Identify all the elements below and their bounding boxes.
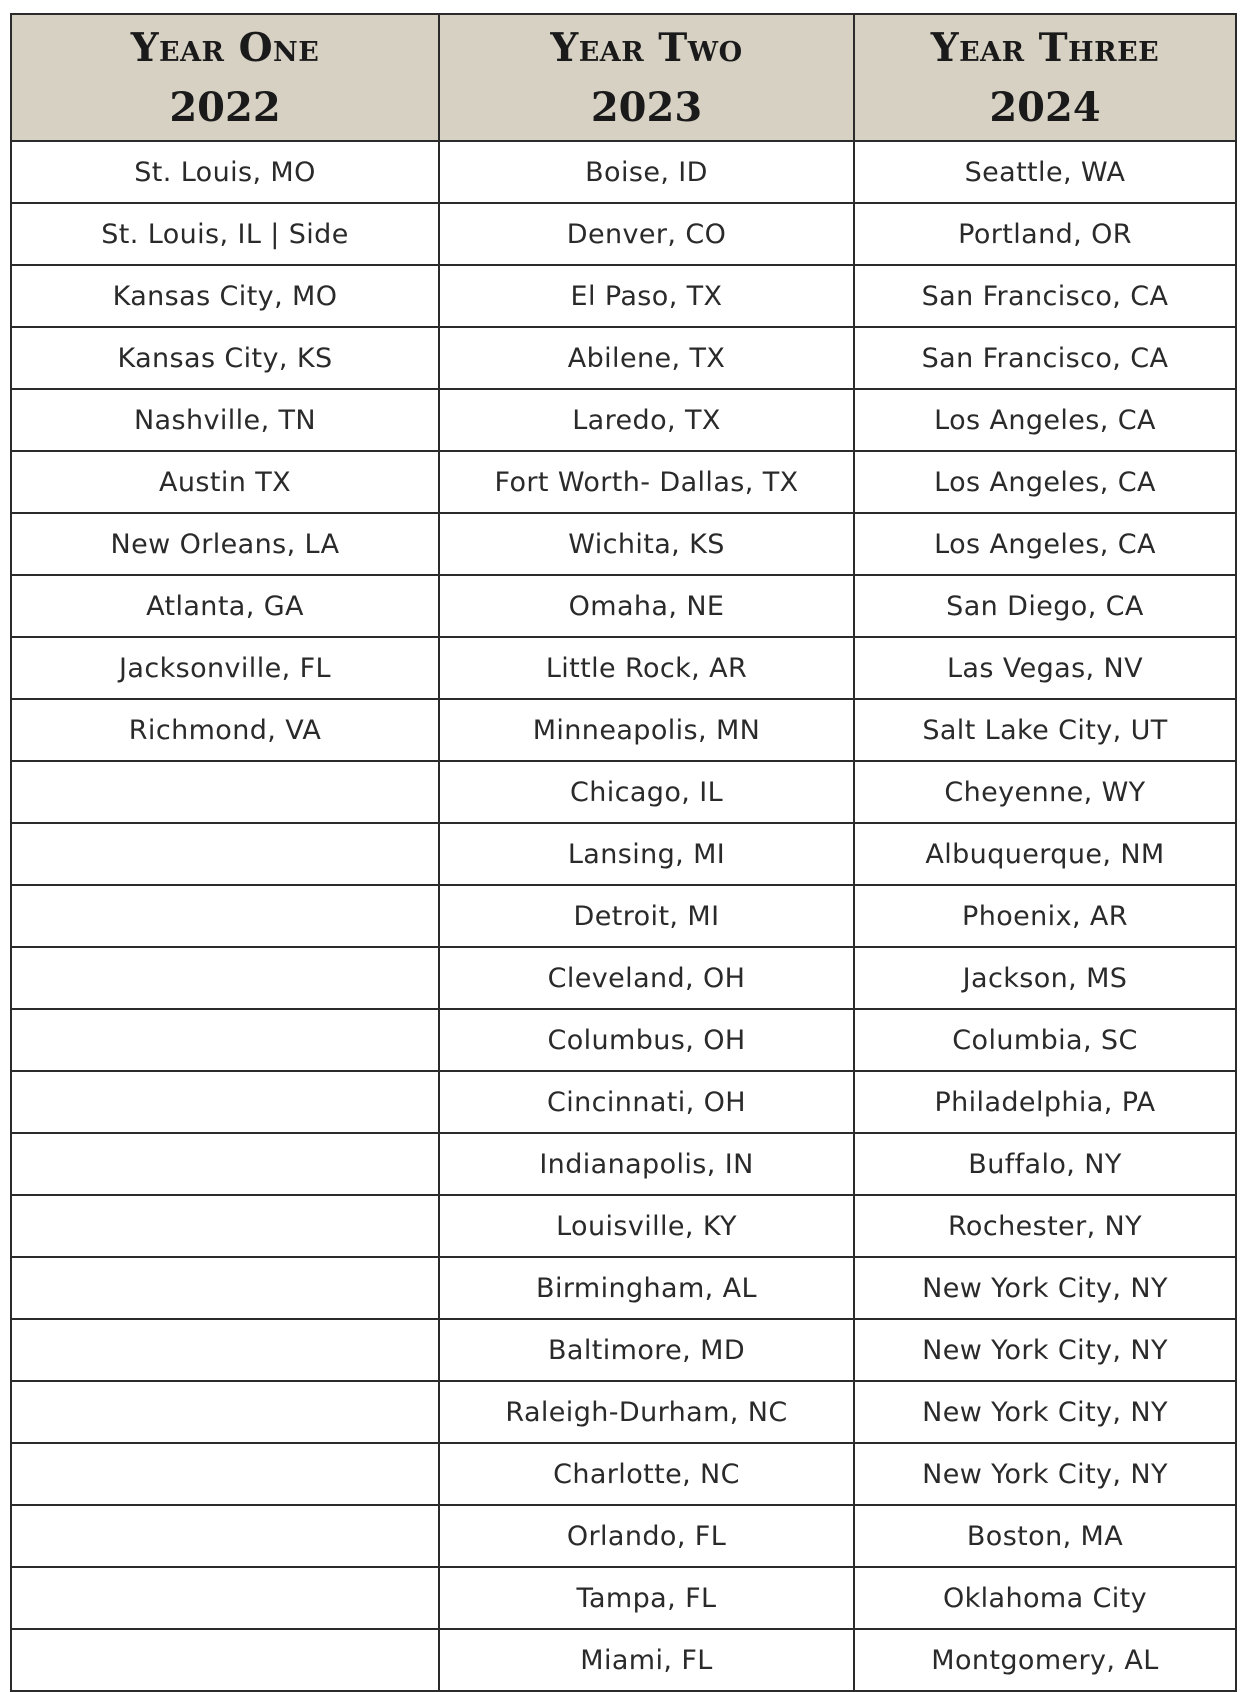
table-row [11, 389, 1236, 451]
year-three-city-cell: Las Vegas, NV [854, 637, 1236, 699]
year-two-city-cell: Detroit, MI [439, 885, 854, 947]
table-row [11, 327, 1236, 389]
year-two-city-cell: Little Rock, AR [439, 637, 854, 699]
year-two-city-cell: Cincinnati, OH [439, 1071, 854, 1133]
year-two-city-cell: Minneapolis, MN [439, 699, 854, 761]
year-one-city-cell [11, 1319, 439, 1381]
year-three-city-cell: San Francisco, CA [854, 265, 1236, 327]
table-row [11, 1381, 1236, 1443]
year-two-city-cell: Lansing, MI [439, 823, 854, 885]
year-one-city-cell: Austin TX [11, 451, 439, 513]
table-row [11, 1443, 1236, 1505]
table-row [11, 451, 1236, 513]
table-header [11, 14, 1236, 141]
year-one-city-cell [11, 947, 439, 1009]
table-row [11, 1195, 1236, 1257]
table-row [11, 1009, 1236, 1071]
header-label: Year Two [550, 24, 743, 71]
year-two-city-cell: Chicago, IL [439, 761, 854, 823]
year-three-city-cell: Columbia, SC [854, 1009, 1236, 1071]
year-one-city-cell [11, 1629, 439, 1691]
year-one-city-cell [11, 1443, 439, 1505]
year-one-city-cell: Kansas City, KS [11, 327, 439, 389]
table-row [11, 1257, 1236, 1319]
table-row [11, 947, 1236, 1009]
year-one-city-cell [11, 1009, 439, 1071]
year-one-city-cell [11, 1381, 439, 1443]
year-one-city-cell [11, 1071, 439, 1133]
table-row [11, 699, 1236, 761]
year-two-city-cell: Tampa, FL [439, 1567, 854, 1629]
table-row [11, 575, 1236, 637]
year-two-city-cell: Orlando, FL [439, 1505, 854, 1567]
year-two-city-cell: Wichita, KS [439, 513, 854, 575]
table-row [11, 1567, 1236, 1629]
city-schedule-table [10, 13, 1237, 1692]
year-two-city-cell: El Paso, TX [439, 265, 854, 327]
header-year: 2024 [989, 83, 1101, 131]
year-two-city-cell: Abilene, TX [439, 327, 854, 389]
year-two-city-cell: Laredo, TX [439, 389, 854, 451]
year-three-city-cell: New York City, NY [854, 1257, 1236, 1319]
year-three-city-cell: Buffalo, NY [854, 1133, 1236, 1195]
year-three-city-cell: Oklahoma City [854, 1567, 1236, 1629]
header-year-three [854, 14, 1236, 141]
year-three-city-cell: Albuquerque, NM [854, 823, 1236, 885]
table-row [11, 141, 1236, 203]
year-three-city-cell: San Diego, CA [854, 575, 1236, 637]
header-label: Year Three [930, 24, 1160, 71]
year-one-city-cell [11, 1257, 439, 1319]
header-row [11, 14, 1236, 141]
year-two-city-cell: Boise, ID [439, 141, 854, 203]
year-three-city-cell: Portland, OR [854, 203, 1236, 265]
table-row [11, 1629, 1236, 1691]
year-three-city-cell: San Francisco, CA [854, 327, 1236, 389]
year-three-city-cell: Jackson, MS [854, 947, 1236, 1009]
year-two-city-cell: Indianapolis, IN [439, 1133, 854, 1195]
year-two-city-cell: Raleigh-Durham, NC [439, 1381, 854, 1443]
year-one-city-cell [11, 823, 439, 885]
year-one-city-cell [11, 1133, 439, 1195]
table-row [11, 823, 1236, 885]
table-body [11, 141, 1236, 1691]
year-three-city-cell: New York City, NY [854, 1319, 1236, 1381]
year-two-city-cell: Charlotte, NC [439, 1443, 854, 1505]
year-two-city-cell: Birmingham, AL [439, 1257, 854, 1319]
table-row [11, 513, 1236, 575]
table-row [11, 637, 1236, 699]
year-one-city-cell: Atlanta, GA [11, 575, 439, 637]
year-three-city-cell: Boston, MA [854, 1505, 1236, 1567]
year-one-city-cell [11, 885, 439, 947]
header-year: 2023 [590, 83, 703, 131]
header-year-one [11, 14, 439, 141]
table-row [11, 203, 1236, 265]
year-three-city-cell: Philadelphia, PA [854, 1071, 1236, 1133]
year-one-city-cell: St. Louis, IL | Side [11, 203, 439, 265]
year-two-city-cell: Cleveland, OH [439, 947, 854, 1009]
year-one-city-cell: New Orleans, LA [11, 513, 439, 575]
year-one-city-cell [11, 761, 439, 823]
year-three-city-cell: Los Angeles, CA [854, 389, 1236, 451]
header-label: Year One [130, 24, 320, 71]
header-year-two [439, 14, 854, 141]
year-three-city-cell: Montgomery, AL [854, 1629, 1236, 1691]
year-three-city-cell: New York City, NY [854, 1443, 1236, 1505]
year-three-city-cell: Seattle, WA [854, 141, 1236, 203]
year-one-city-cell: Richmond, VA [11, 699, 439, 761]
year-two-city-cell: Louisville, KY [439, 1195, 854, 1257]
year-three-city-cell: Salt Lake City, UT [854, 699, 1236, 761]
year-three-city-cell: Rochester, NY [854, 1195, 1236, 1257]
year-two-city-cell: Omaha, NE [439, 575, 854, 637]
table-row [11, 761, 1236, 823]
table-row [11, 1071, 1236, 1133]
table-row [11, 265, 1236, 327]
year-one-city-cell: Kansas City, MO [11, 265, 439, 327]
table-row [11, 1319, 1236, 1381]
table-row [11, 1505, 1236, 1567]
table-row [11, 885, 1236, 947]
year-three-city-cell: New York City, NY [854, 1381, 1236, 1443]
table-row [11, 1133, 1236, 1195]
year-three-city-cell: Los Angeles, CA [854, 451, 1236, 513]
year-two-city-cell: Fort Worth- Dallas, TX [439, 451, 854, 513]
year-one-city-cell [11, 1505, 439, 1567]
year-two-city-cell: Miami, FL [439, 1629, 854, 1691]
year-one-city-cell: Jacksonville, FL [11, 637, 439, 699]
year-one-city-cell: Nashville, TN [11, 389, 439, 451]
year-one-city-cell [11, 1567, 439, 1629]
header-year: 2022 [169, 83, 281, 131]
year-two-city-cell: Baltimore, MD [439, 1319, 854, 1381]
year-one-city-cell [11, 1195, 439, 1257]
year-three-city-cell: Phoenix, AR [854, 885, 1236, 947]
year-two-city-cell: Denver, CO [439, 203, 854, 265]
year-two-city-cell: Columbus, OH [439, 1009, 854, 1071]
year-three-city-cell: Los Angeles, CA [854, 513, 1236, 575]
year-one-city-cell: St. Louis, MO [11, 141, 439, 203]
year-three-city-cell: Cheyenne, WY [854, 761, 1236, 823]
